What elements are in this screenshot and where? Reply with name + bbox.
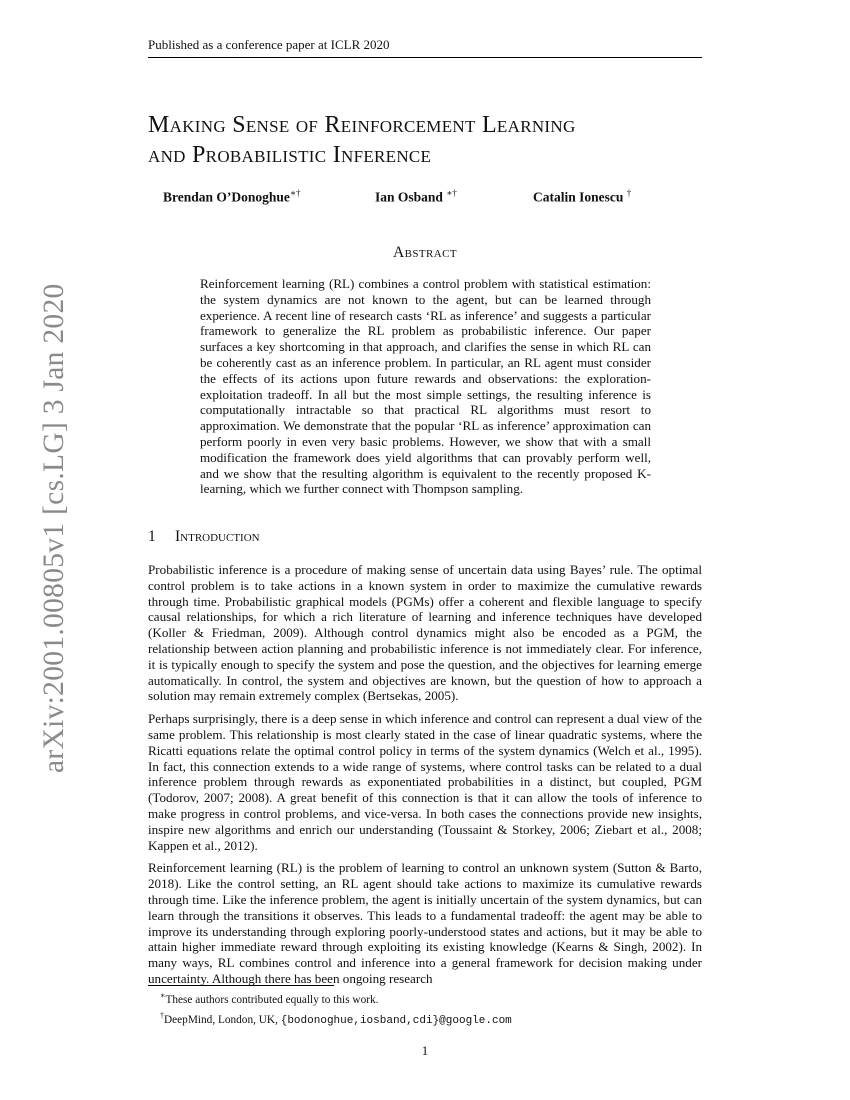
author-marks: † [626,188,632,198]
title-line-2: and Probabilistic Inference [148,142,432,168]
header-rule [148,57,702,58]
footnote-email: {bodonoghue,iosband,cdi}@google.com [280,1014,512,1027]
footnote-mark: † [160,1010,164,1020]
page-number: 1 [421,1043,429,1058]
paper-title [148,110,708,170]
abstract-text: Reinforcement learning (RL) combines a control problem with statistical estimation: the system dynamics are not known to the agent, but can be learned through experience. A recent line of research casts ‘RL as inference’ and suggests a particular framework to generalize the RL problem as probabilistic inference. Our paper surfaces a key shortcoming in that approach, and clarifies the sense in which RL can be coherently cast as an inference problem. In particular, an RL agent must consider the effects of its actions upon future rewards and observations: the exploration-exploitation tradeoff. In all but the most simple settings, the resulting inference is computationally intractable so that practical RL algorithms must resort to approximation. We demonstrate that the popular ‘RL as inference’ approximation can perform poorly in even very basic problems. However, we show that with a small modification the framework does yield algorithms that can provably perform well, and we show that the resulting algorithm is equivalent to the recently proposed K-learning, which we further connect with Thompson sampling. [200,276,651,497]
arxiv-stamp: arXiv:2001.00805v1 [cs.LG] 3 Jan 2020 [38,283,70,773]
author-marks: ∗† [289,188,301,198]
title-line-1: Making Sense of Reinforcement Learning [148,112,576,138]
footnote-text: These authors contributed equally to this work. [165,993,379,1006]
section-number: 1 [148,528,156,545]
footnote-1 [160,988,512,1008]
author-name: Catalin Ionescu [533,189,624,205]
author-marks: ∗† [446,188,457,198]
section-title: Introduction [175,528,260,545]
footnote-2 [160,1008,512,1029]
paragraph: Probabilistic inference is a procedure of making sense of uncertain data using Bayes’ rule. The optimal control problem is to take actions in a known system in order to maximize the cumulative rewards through time. Probabilistic graphical models (PGMs) offer a coherent and flexible language to specify causal relationships, for which a rich literature of learning and inference techniques have developed (Koller & Friedman, 2009). Although control dynamics might also be encoded as a PGM, the relationship between action planning and probabilistic inference is not immediately clear. For inference, it is typically enough to specify the system and pose the question, and the objectives for learning emerge automatically. In control, the system and objectives are known, but the question of how to approach a solution may remain extremely complex (Bertsekas, 2005). [148,562,702,704]
author-3 [533,188,631,206]
footnote-mark: ∗ [160,991,166,1000]
abstract-heading: Abstract [393,244,457,261]
paragraph: Perhaps surprisingly, there is a deep sense in which inference and control can represent a dual view of the same problem. This relationship is most clearly stated in the case of linear quadratic systems, where the Ricatti equations relate the optimal control policy in terms of the system dynamics (Welch et al., 1995). In fact, this connection extends to a wide range of systems, where control tasks can be related to a dual inference problem through rewards as exponentiated probabilities in a distinct, but coupled, PGM (Todorov, 2007; 2008). A great benefit of this connection is that it can allow the tools of inference to make progress in control problems, and vice-versa. In both cases the connections provide new insights, inspire new algorithms and enrich our understanding (Toussaint & Storkey, 2006; Ziebart et al., 2008; Kappen et al., 2012). [148,711,702,853]
running-head: Published as a conference paper at ICLR 2020 [148,37,390,52]
footnote-rule [148,985,334,986]
section-heading [148,528,260,546]
section-body [148,562,702,994]
footnotes [160,988,512,1029]
author-2 [375,188,457,206]
author-1 [163,188,301,206]
author-name: Ian Osband [375,189,443,205]
footnote-text: DeepMind, London, UK, [164,1013,281,1026]
author-name: Brendan O’Donoghue [163,189,290,205]
paragraph: Reinforcement learning (RL) is the problem of learning to control an unknown system (Sutton & Barto, 2018). Like the control setting, an RL agent should take actions to maximize its cumulative rewards through time. Like the inference problem, the agent is initially uncertain of the system dynamics, but can learn through the transitions it observes. This leads to a fundamental tradeoff: the agent may be able to improve its understanding through exploring poorly-understood states and actions, but it may be able to attain higher immediate reward through exploiting its existing knowledge (Kearns & Singh, 2002). In many ways, RL combines control and inference into a general framework for decision making under uncertainty. Although there has been ongoing research [148,860,702,986]
